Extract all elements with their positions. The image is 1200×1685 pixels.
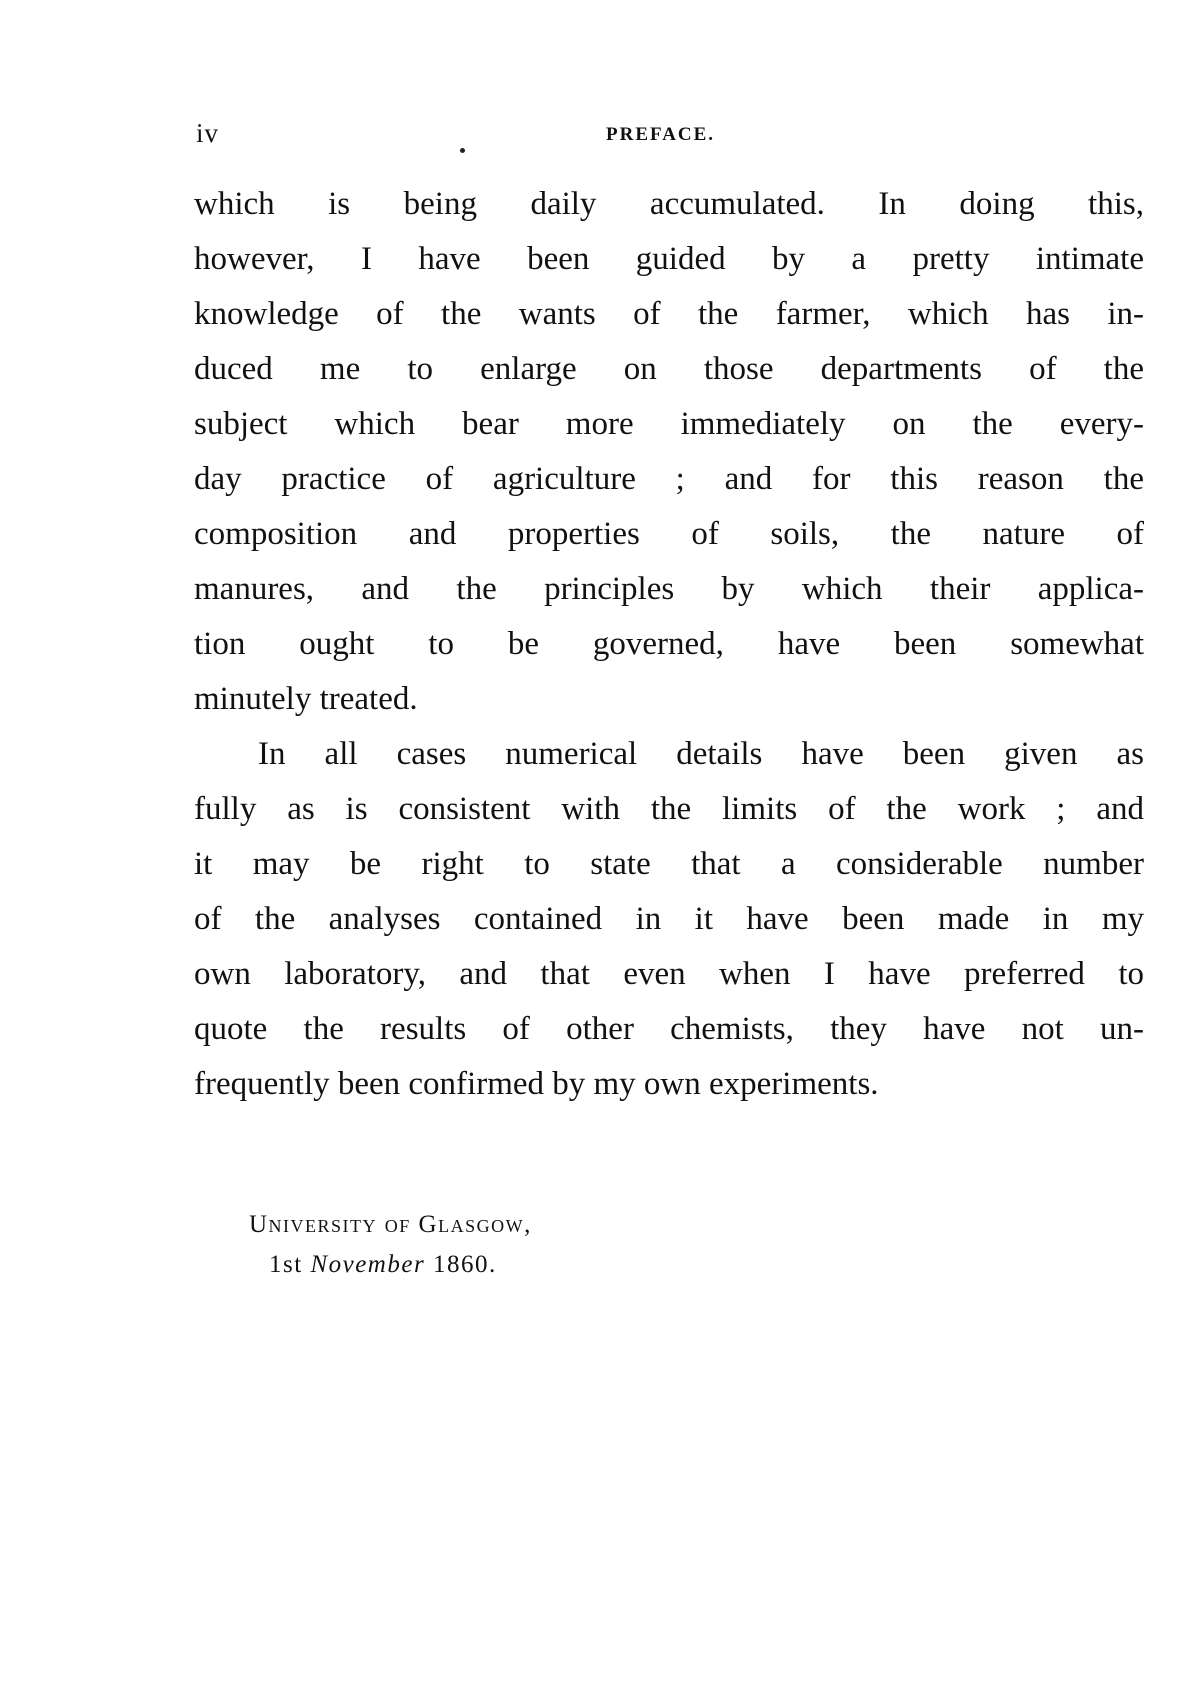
text-line: frequently been confirmed by my own experiments. [194, 1066, 879, 1102]
date-year: 1860. [432, 1251, 497, 1278]
signature-place: University of Glasgow, [249, 1211, 532, 1238]
text-line: own laboratory, and that even when I have preferred to [194, 956, 1144, 992]
body-text [194, 177, 1144, 1112]
text-line: fully as is consistent with the limits of the work ; and [194, 791, 1144, 827]
running-title: PREFACE. [606, 124, 716, 145]
text-line: of the analyses contained in it have been made in my [194, 901, 1144, 937]
date-day: 1st [269, 1251, 303, 1278]
text-line: which is being daily accumulated. In doing this, [194, 186, 1144, 222]
text-line: it may be right to state that a considerable number [194, 846, 1144, 882]
text-line: minutely treated. [194, 681, 418, 717]
text-line: manures, and the principles by which their applica- [194, 571, 1144, 607]
text-line: however, I have been guided by a pretty intimate [194, 241, 1144, 277]
text-line: In all cases numerical details have been given as [258, 736, 1144, 772]
text-line: knowledge of the wants of the farmer, which has in- [194, 296, 1144, 332]
signature-block [249, 1205, 532, 1285]
text-line: subject which bear more immediately on the every- [194, 406, 1144, 442]
ink-speck [460, 148, 465, 153]
text-line: duced me to enlarge on those departments of the [194, 351, 1144, 387]
paragraph-2 [194, 727, 1144, 1112]
text-line: day practice of agriculture ; and for this reason the [194, 461, 1144, 497]
text-line: quote the results of other chemists, they have not un- [194, 1011, 1144, 1047]
running-head [196, 118, 1146, 152]
page-number: iv [196, 118, 220, 148]
text-line: composition and properties of soils, the nature of [194, 516, 1144, 552]
paragraph-1 [194, 177, 1144, 727]
text-line: tion ought to be governed, have been somewhat [194, 626, 1144, 662]
signature-date [249, 1245, 532, 1285]
date-month: November [310, 1251, 426, 1278]
